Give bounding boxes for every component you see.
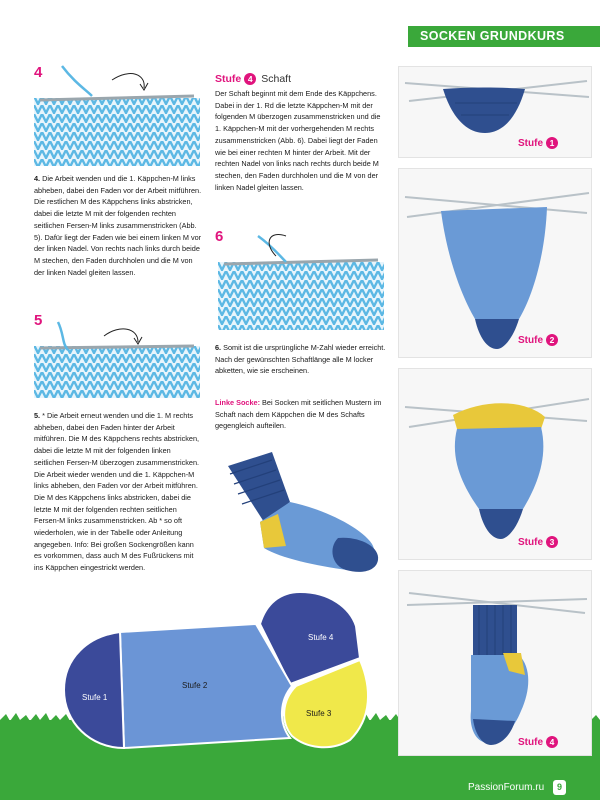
photo-stufe-2 — [398, 168, 592, 358]
photo-label-3: Stufe 3 — [518, 536, 558, 548]
page-number: 9 — [553, 780, 566, 795]
photo-label-2: Stufe 2 — [518, 334, 558, 346]
step-number-4: 4 — [34, 64, 43, 81]
diagram-label-stufe-1: Stufe 1 — [82, 693, 108, 702]
left-sock-note: Linke Socke: Bei Socken mit seitlichen Mustern im Schaft nach dem Käppchen die M des Schafts gegengleich aufteilen. — [215, 398, 382, 431]
photo-stufe-4 — [398, 570, 592, 756]
photo-label-1: Stufe 1 — [518, 137, 558, 149]
stufe-4-intro: Der Schaft beginnt mit dem Ende des Käppchens. Dabei in der 1. Rd die letzte Käppchen-M mit der folgenden M überzogen zusammenstricken und die 1. Käppchen-M mit der vorhergehenden M rechts zusammenstricken (Abb. 6). Dabei liegt der Faden wie bei einer rechten M hinter der Arbeit. Mit der rechten Nadel von links nach rechts durch beide M stechen, den Faden durchholen und die M von der linken Nadel gleiten lassen. — [215, 89, 381, 192]
sock-stages-diagram — [60, 588, 380, 756]
knitting-illustration-5 — [34, 318, 200, 398]
diagram-label-stufe-2: Stufe 2 — [182, 681, 208, 690]
photo-stufe-3 — [398, 368, 592, 560]
stufe-4-heading: Stufe 4 Schaft — [215, 73, 292, 85]
instruction-4: 4. Die Arbeit wenden und die 1. Käppchen-M links abheben, dabei den Faden vor der Arbeit mitführen. Die restlichen M des Käppchens links abstricken, dabei die letzte M mit der folgenden rechten seitlichen Fersen-M links zusammenstricken (Abb. 5). Dafür liegt der Faden wie bei einem linken M vor der linken Nadel. Von rechts nach links durch beide M stechen, den Faden durchholen und die M von der linken Nadel gleiten lassen. — [34, 174, 202, 277]
instruction-6: 6. Somit ist die ursprüngliche M-Zahl wieder erreicht. Nach der gewünschten Schaftlänge alle M locker abketten, wie sie erscheinen. — [215, 343, 386, 376]
knitting-illustration-4 — [34, 60, 200, 166]
step-number-6: 6 — [215, 228, 224, 245]
photo-label-4: Stufe 4 — [518, 736, 558, 748]
section-title: SOCKEN GRUNDKURS — [420, 29, 565, 43]
footer-brand: PassionForum.ru — [468, 782, 545, 793]
diagram-label-stufe-4: Stufe 4 — [308, 633, 334, 642]
step-number-5: 5 — [34, 312, 43, 329]
knitting-illustration-6 — [218, 226, 384, 330]
diagram-label-stufe-3: Stufe 3 — [306, 709, 332, 718]
instruction-5: 5. * Die Arbeit erneut wenden und die 1. M rechts abheben, dabei den Faden hinter der Arbeit mitführen. Die M des Käppchens rechts abstricken, dabei die letzte M mit der folgenden linken seitlichen Fersen-M überzogen zusammenstricken. Die Arbeit wieder wenden und die 1. Käppchen-M links abheben, den Faden vor der Arbeit mitführen. Die M des Käppchens links abstricken, dabei die letzte M mit der folgenden rechten seitlichen Fersen-M links zusammenstricken. Ab * so oft wiederholen, wie in der Tabelle oder Anleitung angegeben. Info: Bei großen Sockengrößen kann es vorkommen, dass auch M des Fußrückens mit ins Käppchen eingestrickt werden. — [34, 411, 200, 573]
finished-sock-photo — [220, 448, 390, 584]
photo-stufe-1 — [398, 66, 592, 158]
